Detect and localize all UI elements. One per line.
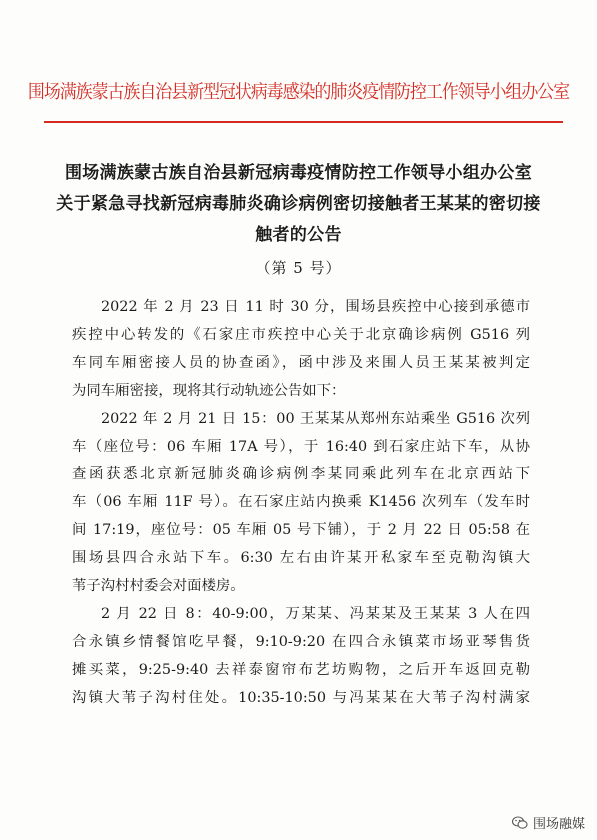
body-line: 2022 年 2 月 23 日 11 时 30 分，围场县疾控中心接到承德市 — [101, 299, 530, 315]
body-line: 疾控中心转发的《石家庄市疾控中心关于北京确诊病例 G516 列 — [72, 326, 530, 343]
document-title — [40, 158, 557, 251]
body-line: 车（座位号：06 车厢 17A 号），于 16:40 到石家庄站下车，从协 — [72, 438, 530, 455]
body-line: 围场县四合永站下车。6:30 左右由许某开私家车至克勒沟镇大 — [72, 550, 530, 567]
wechat-icon — [512, 816, 528, 830]
body-line: 合永镇乡情餐馆吃早餐，9:10-9:20 在四合永镇菜市场亚琴售货 — [72, 633, 530, 650]
body-line: 间 17:19，座位号：05 车厢 05 号下铺），于 2 月 22 日 05:58 在 — [72, 522, 530, 539]
watermark-text: 围场融媒 — [532, 817, 585, 832]
title-line-1: 围场满族蒙古族自治县新冠病毒疫情防控工作领导小组办公室 — [64, 163, 533, 183]
title-line-3: 触者的公告 — [255, 225, 342, 245]
account-watermark — [512, 813, 585, 832]
red-divider-rule — [44, 121, 563, 123]
document-body — [72, 294, 530, 713]
body-line: 车（06 车厢 11F 号）。在石家庄站内换乘 K1456 次列车（发车时 — [72, 494, 530, 511]
body-line: 2 月 22 日 8：40-9:00，万某某、冯某某及王某某 3 人在四 — [101, 605, 530, 622]
body-line: 沟镇大苇子沟村住处。10:35-10:50 与冯某某在大苇子沟村满家 — [72, 689, 530, 706]
body-line: 摊买菜，9:25-9:40 去祥泰窗帘布艺坊购物，之后开车返回克勒 — [72, 661, 530, 678]
issuing-office-header: 围场满族蒙古族自治县新型冠状病毒感染的肺炎疫情防控工作领导小组办公室 — [27, 82, 570, 103]
body-line: 查函获悉北京新冠肺炎确诊病例李某同乘此列车在北京西站下 — [72, 466, 530, 483]
paragraph-3 — [72, 601, 530, 713]
body-line: 苇子沟村村委会对面楼房。 — [72, 578, 245, 595]
paragraph-1 — [72, 294, 530, 406]
paragraph-2 — [72, 406, 530, 601]
body-line: 2022 年 2 月 21 日 15：00 王某某从郑州东站乘坐 G516 次列 — [101, 410, 530, 427]
document-number: （第 5 号） — [255, 259, 342, 277]
title-line-2: 关于紧急寻找新冠病毒肺炎确诊病例密切接触者王某某的密切接 — [56, 194, 541, 214]
body-line: 车同车厢密接人员的协查函》，函中涉及来围人员王某某被判定 — [72, 354, 530, 371]
body-line: 为同车厢密接，现将其行动轨迹公告如下： — [72, 382, 346, 399]
